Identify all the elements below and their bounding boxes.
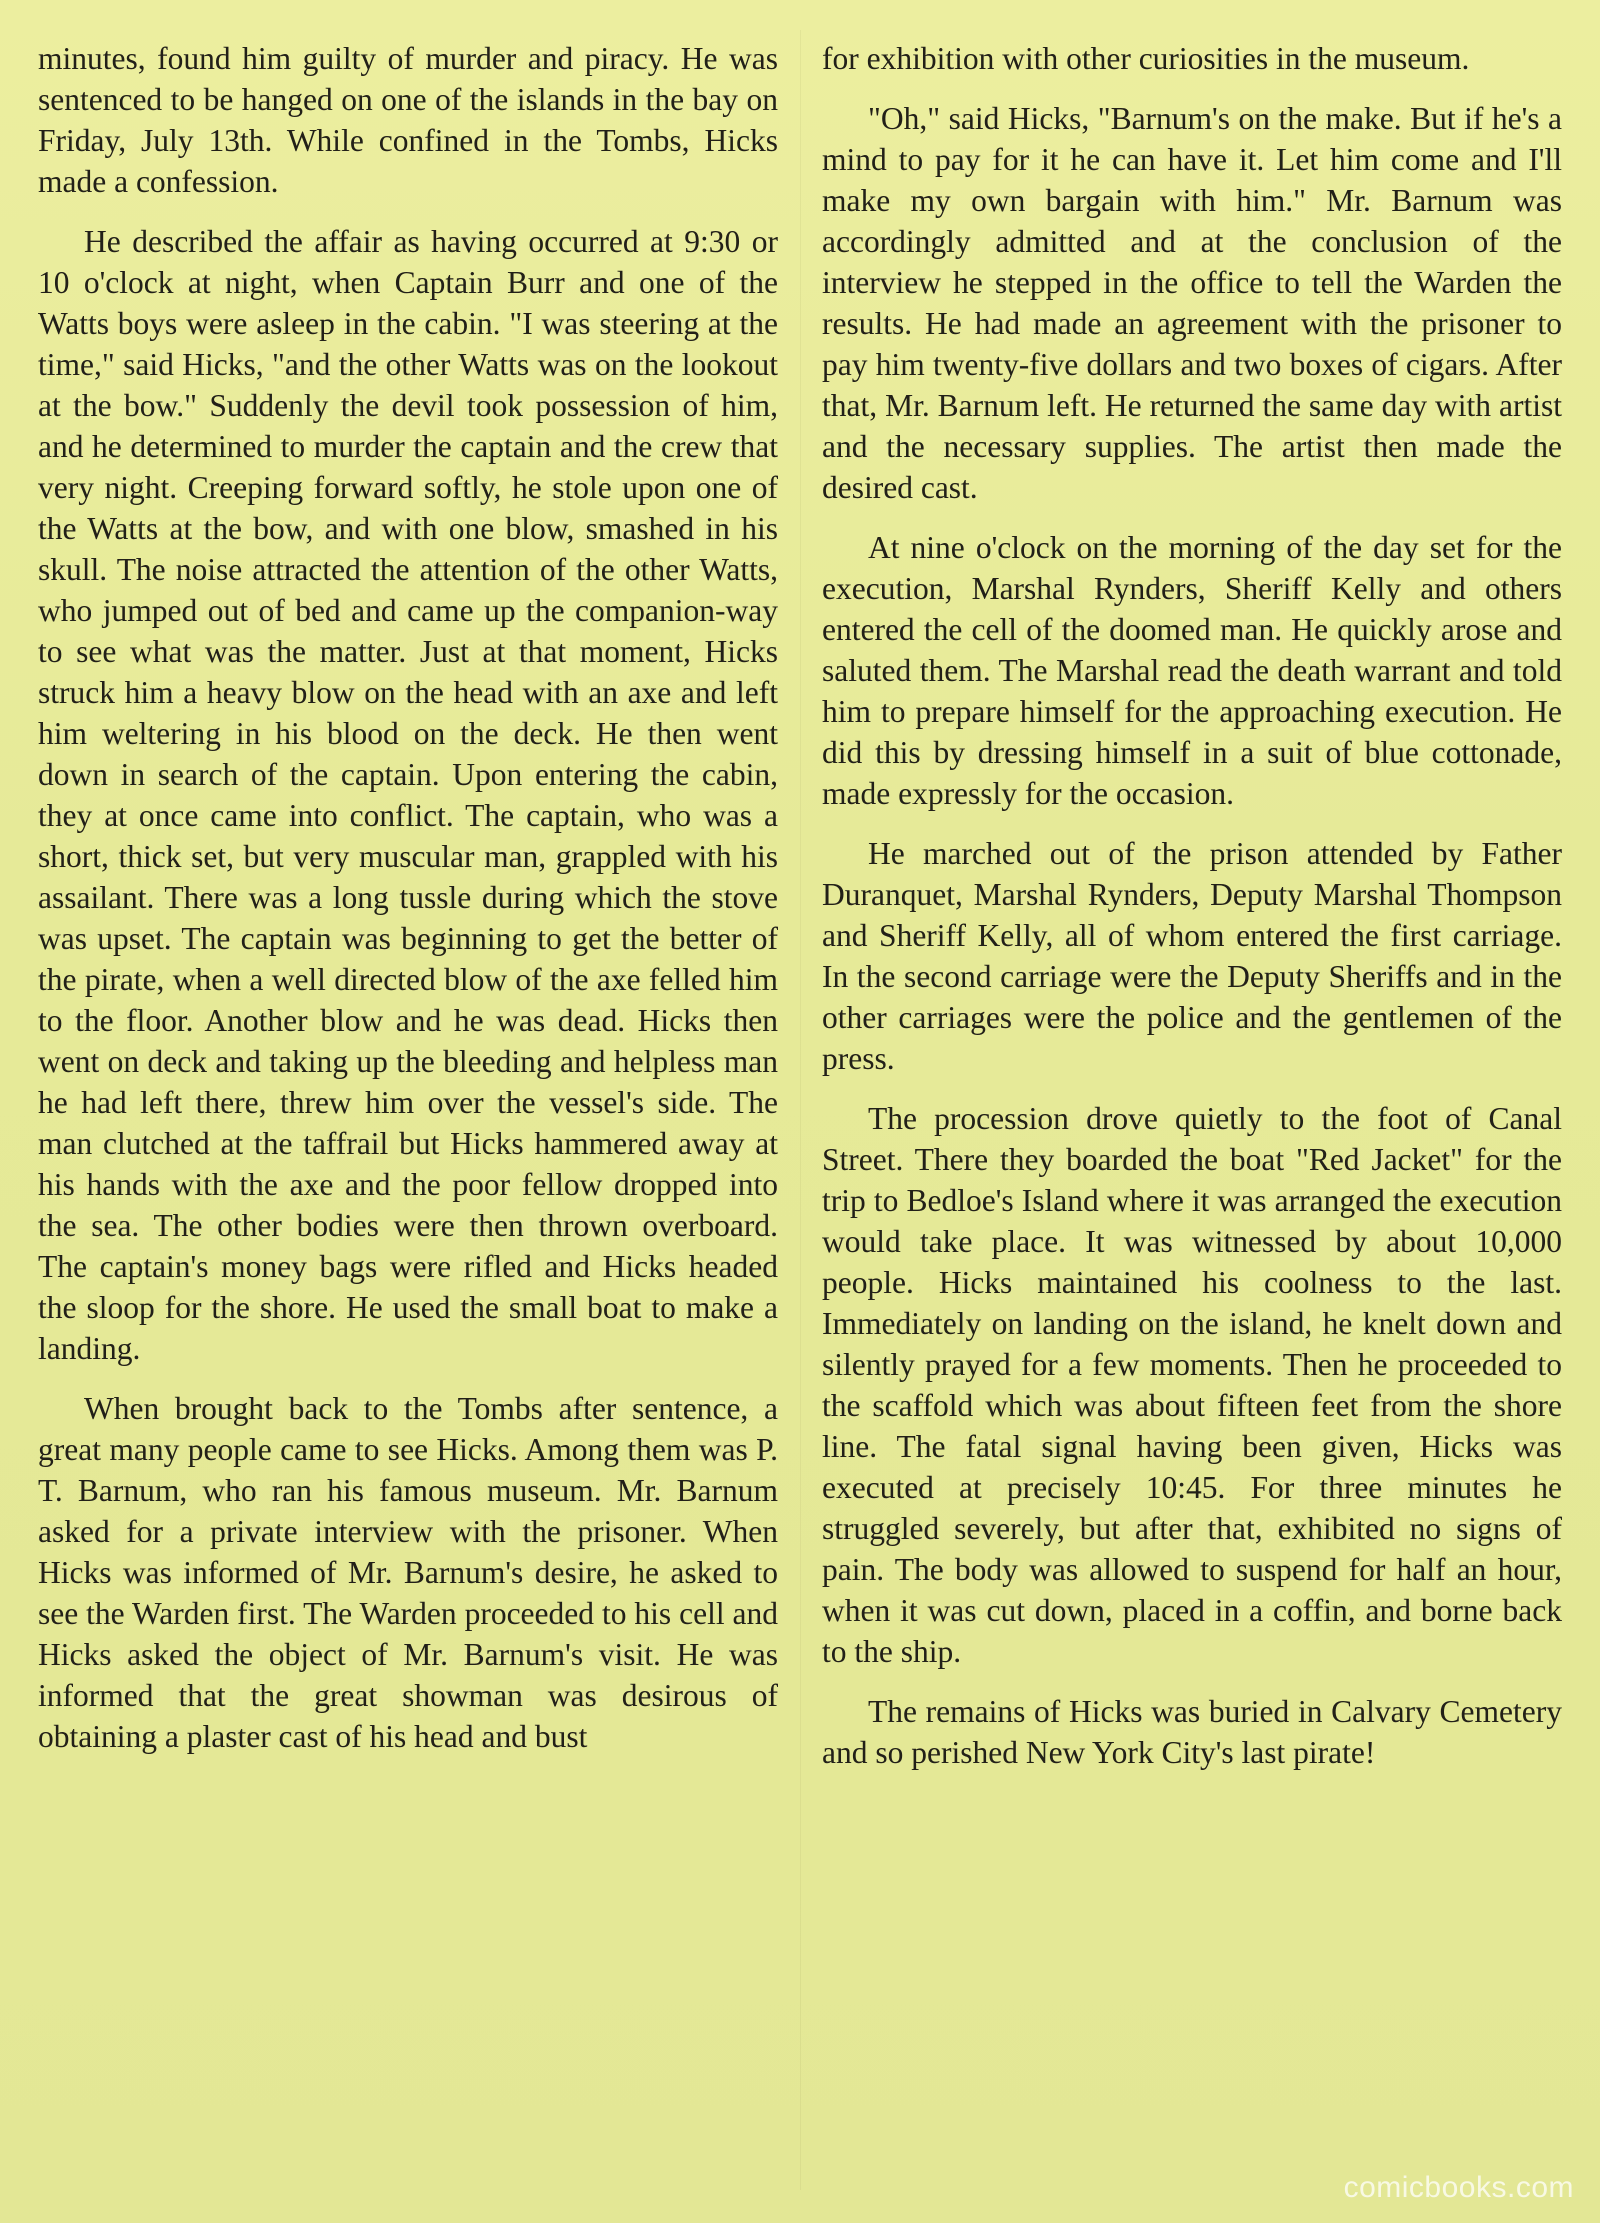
left-paragraph-2: He described the affair as having occurred at 9:30 or 10 o'clock at night, when Captain Burr and one of the Watts boys were asleep in the cabin. "I was steering at the time," said Hicks, "and the other Watts was on the lookout at the bow." Suddenly the devil took possession of him, and he determined to murder the captain and the crew that very night. Creeping forward softly, he stole upon one of the Watts at the bow, and with one blow, smashed in his skull. The noise attracted the attention of the other Watts, who jumped out of bed and came up the companion-way to see what was the matter. Just at that moment, Hicks struck him a heavy blow on the head with an axe and left him weltering in his blood on the deck. He then went down in search of the captain. Upon entering the cabin, they at once came into conflict. The captain, who was a short, thick set, but very muscular man, grappled with his assailant. There was a long tussle during which the stove was upset. The captain was beginning to get the better of the pirate, when a well directed blow of the axe felled him to the floor. Another blow and he was dead. Hicks then went on deck and taking up the bleeding and helpless man he had left there, threw him over the vessel's side. The man clutched at the taffrail but Hicks hammered away at his hands with the axe and the poor fellow dropped into the sea. The other bodies were then thrown overboard. The captain's money bags were rifled and Hicks headed the sloop for the shore. He used the small boat to make a landing. (38, 224, 778, 1366)
right-paragraph-4: He marched out of the prison attended by Father Duranquet, Marshal Rynders, Deputy Marshal Thompson and Sheriff Kelly, all of whom entered the first carriage. In the second carriage were the Deputy Sheriffs and in the other carriages were the police and the gentlemen of the press. (822, 836, 1562, 1076)
watermark: comicbooks.com (1343, 2171, 1574, 2204)
right-paragraph-3: At nine o'clock on the morning of the day set for the execution, Marshal Rynders, Sheriff Kelly and others entered the cell of the doomed man. He quickly arose and saluted them. The Marshal read the death warrant and told him to prepare himself for the approaching execution. He did this by dressing himself in a suit of blue cottonade, made expressly for the occasion. (822, 530, 1562, 811)
right-paragraph-1: for exhibition with other curiosities in the museum. (822, 41, 1470, 76)
right-column (822, 38, 1562, 1792)
right-paragraph-6: The remains of Hicks was buried in Calvary Cemetery and so perished New York City's last pirate! (822, 1694, 1562, 1770)
column-gutter (800, 30, 801, 2190)
left-column (38, 38, 778, 1776)
left-paragraph-1: minutes, found him guilty of murder and piracy. He was sentenced to be hanged on one of the islands in the bay on Friday, July 13th. While confined in the Tombs, Hicks made a confession. (38, 41, 778, 199)
right-paragraph-5: The procession drove quietly to the foot of Canal Street. There they boarded the boat "Red Jacket" for the trip to Bedloe's Island where it was arranged the execution would take place. It was witnessed by about 10,000 people. Hicks maintained his coolness to the last. Immediately on landing on the island, he knelt down and silently prayed for a few moments. Then he proceeded to the scaffold which was about fifteen feet from the shore line. The fatal signal having been given, Hicks was executed at precisely 10:45. For three minutes he struggled severely, but after that, exhibited no signs of pain. The body was allowed to suspend for half an hour, when it was cut down, placed in a coffin, and borne back to the ship. (822, 1101, 1562, 1669)
left-paragraph-3: When brought back to the Tombs after sentence, a great many people came to see Hicks. Among them was P. T. Barnum, who ran his famous museum. Mr. Barnum asked for a private interview with the prisoner. When Hicks was informed of Mr. Barnum's desire, he asked to see the Warden first. The Warden proceeded to his cell and Hicks asked the object of Mr. Barnum's visit. He was informed that the great showman was desirous of obtaining a plaster cast of his head and bust (38, 1391, 778, 1754)
right-paragraph-2: "Oh," said Hicks, "Barnum's on the make. But if he's a mind to pay for it he can have it. Let him come and I'll make my own bargain with him." Mr. Barnum was accordingly admitted and at the conclusion of the interview he stepped in the office to tell the Warden the results. He had made an agreement with the prisoner to pay him twenty-five dollars and two boxes of cigars. After that, Mr. Barnum left. He returned the same day with artist and the necessary supplies. The artist then made the desired cast. (822, 101, 1562, 505)
